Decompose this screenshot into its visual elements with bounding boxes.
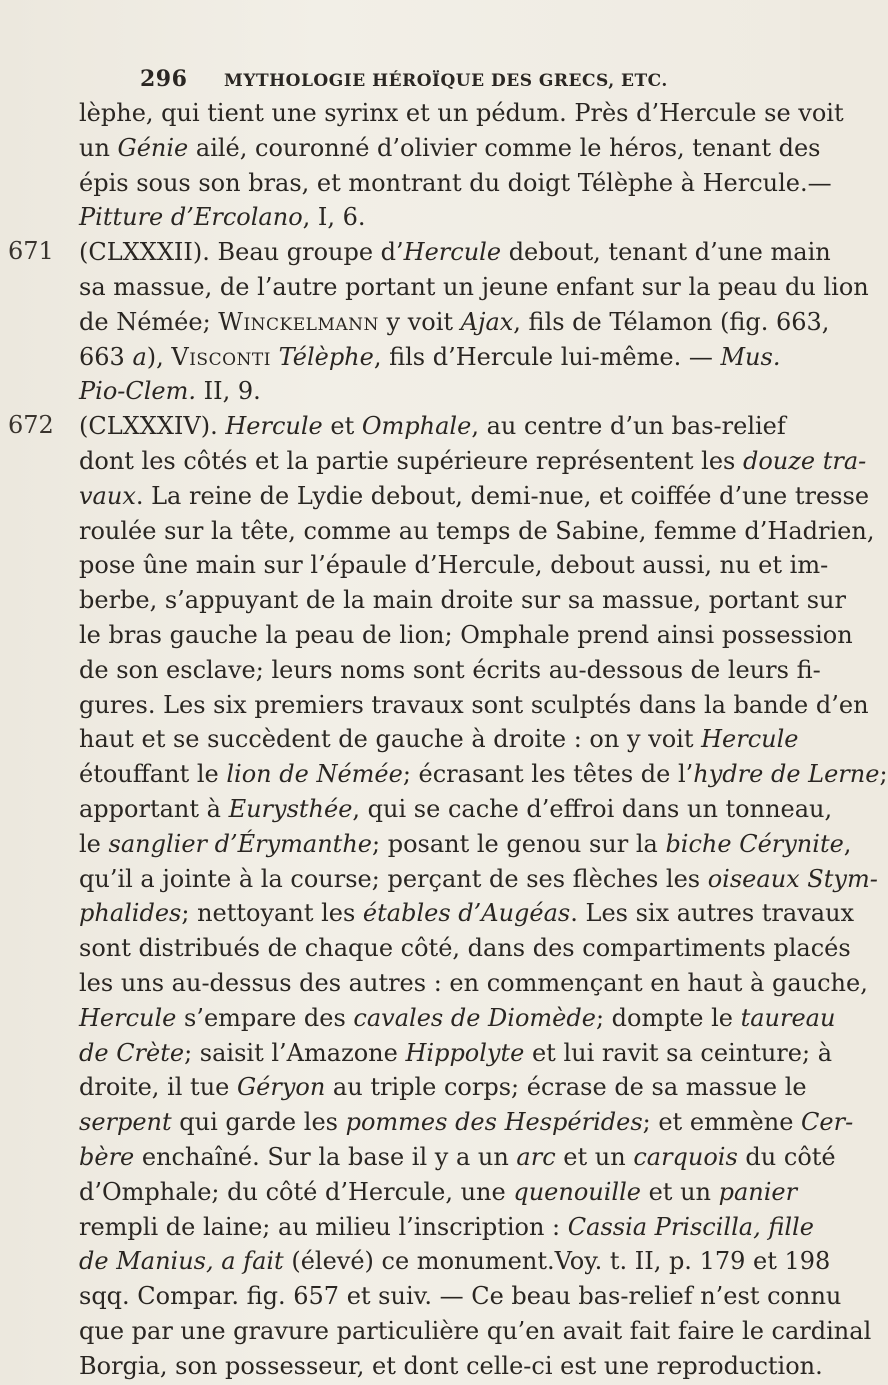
italic-text: Hercule — [225, 412, 323, 441]
text-segment: étouffant le — [79, 760, 227, 789]
italic-text: Omphale — [361, 412, 472, 441]
italic-text: oiseaux Stym- — [707, 864, 878, 893]
italic-text: arc — [516, 1142, 556, 1171]
italic-text: quenouille — [513, 1177, 641, 1206]
text-line — [60, 548, 829, 583]
smallcaps-text: Visconti — [171, 342, 271, 371]
italic-text: pommes des Hespérides — [345, 1108, 643, 1137]
italic-text: Pitture d’Ercolano — [79, 203, 303, 232]
text-segment: sqq. Compar. fig. 657 et suiv. — Ce beau bas-relief n’est connu — [79, 1282, 842, 1311]
text-line — [60, 1105, 854, 1140]
text-segment: ; — [879, 760, 888, 789]
text-segment: ; dompte le — [595, 1003, 741, 1032]
italic-text: douze tra- — [742, 446, 867, 475]
catalog-entry — [60, 235, 869, 409]
text-line — [60, 757, 888, 792]
text-line — [60, 444, 867, 479]
text-segment: gures. Les six premiers travaux sont sculptés dans la bande d’en — [79, 690, 869, 719]
text-segment: , fils de Télamon (fig. 663, — [513, 307, 830, 336]
text-segment: ), — [146, 342, 172, 371]
italic-text: Géryon — [236, 1073, 326, 1102]
text-segment: (CLXXXIV). — [79, 412, 226, 441]
text-segment: de son esclave; leurs noms sont écrits au-dessous de leurs fi- — [79, 655, 821, 684]
text-segment: ; posant le genou sur la — [372, 829, 666, 858]
text-segment: II, 9. — [196, 377, 261, 406]
text-line — [60, 618, 853, 653]
italic-text: Ajax — [460, 307, 514, 336]
italic-text: biche Cérynite — [665, 829, 844, 858]
text-segment: et un — [555, 1142, 634, 1171]
text-segment: . Les six autres travaux — [570, 899, 855, 928]
text-line — [60, 96, 844, 131]
text-line — [60, 931, 851, 966]
text-segment: lèphe, qui tient une syrinx et un pédum. Près d’Hercule se voit — [79, 99, 844, 127]
text-line — [60, 305, 830, 340]
text-segment: et — [322, 412, 362, 441]
text-line — [60, 792, 833, 827]
text-line — [60, 409, 786, 444]
text-line — [60, 235, 831, 270]
italic-text: étables d’Augéas — [362, 899, 571, 928]
text-segment: ; nettoyant les — [181, 899, 363, 928]
italic-text: Cassia Priscilla, fille — [567, 1212, 814, 1241]
text-segment: berbe, s’appuyant de la main droite sur sa massue, portant sur — [79, 586, 846, 615]
text-segment: qui garde les — [171, 1108, 346, 1137]
text-line — [60, 340, 781, 375]
text-segment: sont distribués de chaque côté, dans des compartiments placés — [79, 934, 851, 963]
italic-text: bère — [79, 1142, 135, 1171]
smallcaps-text: Winckelmann — [218, 307, 379, 336]
italic-text: phalides — [79, 899, 182, 928]
text-segment: Borgia, son possesseur, et dont celle-ci est une reproduction. — [79, 1351, 823, 1380]
text-segment: (CLXXXII). Beau groupe d’ — [79, 238, 404, 267]
catalog-entry — [60, 409, 888, 1383]
text-line — [60, 1140, 836, 1175]
italic-text: Pio-Clem. — [79, 377, 197, 406]
text-line — [60, 653, 821, 688]
text-segment: épis sous son bras, et montrant du doigt Télèphe à Hercule.— — [79, 168, 832, 197]
text-segment — [271, 343, 279, 371]
text-line — [60, 200, 765, 235]
text-segment: ; écrasant les têtes de l’ — [402, 760, 694, 789]
text-segment: qu’il a jointe à la course; perçant de ses flèches les — [79, 864, 708, 893]
text-line — [60, 131, 821, 166]
text-line — [60, 514, 875, 549]
text-line — [60, 688, 869, 723]
entry-number: 672 — [8, 411, 54, 440]
text-line — [60, 862, 878, 897]
text-segment: haut et se succèdent de gauche à droite : on y voit — [79, 725, 702, 754]
text-segment: de Némée; — [79, 307, 219, 336]
text-segment: y voit — [378, 307, 461, 336]
text-segment: enchaîné. Sur la base il y a un — [134, 1142, 517, 1171]
italic-text: panier — [718, 1177, 798, 1206]
text-segment: (élevé) ce monument.Voy. t. II, p. 179 et 198 — [283, 1247, 831, 1276]
text-segment: , I, 6. — [302, 203, 366, 232]
text-segment: , au centre d’un bas-relief — [471, 412, 786, 441]
italic-text: Génie — [117, 133, 189, 162]
page-number: 296 — [140, 66, 188, 92]
italic-text: Hippolyte — [405, 1038, 525, 1067]
italic-text: a — [132, 342, 147, 371]
text-line — [60, 1001, 836, 1036]
text-line — [60, 827, 852, 862]
body-text — [60, 96, 888, 1383]
text-segment: que par une gravure particulière qu’en avait fait faire le cardinal — [79, 1316, 872, 1345]
italic-text: Mus. — [720, 342, 781, 371]
text-line — [60, 374, 765, 409]
text-line — [60, 1279, 842, 1314]
running-title: MYTHOLOGIE HÉROÏQUE DES GRECS, ETC. — [224, 71, 668, 91]
text-segment: ; et emmène — [642, 1108, 802, 1137]
italic-text: serpent — [79, 1108, 172, 1137]
italic-text: Hercule — [79, 1003, 177, 1032]
italic-text: de Crète — [79, 1038, 185, 1067]
text-segment: , — [843, 829, 852, 858]
text-segment: au triple corps; écrase de sa massue le — [325, 1073, 807, 1102]
text-segment: sa massue, de l’autre portant un jeune enfant sur la peau du lion — [79, 272, 869, 301]
text-line — [60, 896, 855, 931]
text-line — [60, 1314, 872, 1349]
text-segment: un — [79, 133, 118, 162]
text-line — [60, 270, 869, 305]
text-line — [60, 1070, 807, 1105]
text-segment: rempli de laine; au milieu l’inscription : — [79, 1212, 568, 1241]
italic-text: Hercule — [701, 725, 799, 754]
text-line — [60, 1244, 831, 1279]
page-header — [140, 66, 700, 92]
text-segment: debout, tenant d’une main — [501, 238, 831, 267]
text-line — [60, 722, 799, 757]
text-segment: le bras gauche la peau de lion; Omphale prend ainsi possession — [79, 620, 853, 649]
text-segment: du côté — [737, 1142, 836, 1171]
italic-text: cavales de Diomède — [353, 1003, 596, 1032]
text-segment: les uns au-dessus des autres : en commençant en haut à gauche, — [79, 968, 868, 997]
text-segment: pose ûne main sur l’épaule d’Hercule, debout aussi, nu et im- — [79, 551, 829, 580]
text-segment: dont les côtés et la partie supérieure représentent les — [79, 446, 743, 475]
text-segment: . La reine de Lydie debout, demi-nue, et coiffée d’une tresse — [135, 481, 870, 510]
catalog-entry — [60, 96, 844, 235]
text-segment: , qui se cache d’effroi dans un tonneau, — [352, 794, 833, 823]
text-line — [60, 166, 832, 201]
text-line — [60, 1349, 823, 1384]
text-line — [60, 1036, 833, 1071]
italic-text: carquois — [633, 1142, 738, 1171]
text-segment: s’empare des — [176, 1003, 354, 1032]
italic-text: Cer- — [801, 1108, 854, 1137]
text-line — [60, 966, 868, 1001]
italic-text: Eurysthée — [228, 794, 353, 823]
text-line — [60, 1210, 814, 1245]
italic-text: de Manius, a fait — [79, 1247, 284, 1276]
text-segment: d’Omphale; du côté d’Hercule, une — [79, 1177, 514, 1206]
text-segment: et un — [640, 1177, 719, 1206]
text-segment: et lui ravit sa ceinture; à — [524, 1038, 833, 1067]
italic-text: sanglier d’Érymanthe — [108, 829, 372, 858]
italic-text: Télèphe — [278, 342, 374, 371]
italic-text: taureau — [740, 1003, 836, 1032]
text-segment: le — [79, 829, 109, 858]
text-segment: apportant à — [79, 794, 229, 823]
text-line — [60, 583, 846, 618]
text-segment: 663 — [79, 342, 133, 371]
text-line — [60, 479, 870, 514]
text-segment: ailé, couronné d’olivier comme le héros, tenant des — [188, 133, 821, 162]
entry-number: 671 — [8, 237, 54, 266]
text-line — [60, 1175, 798, 1210]
text-segment: droite, il tue — [79, 1073, 237, 1102]
text-segment: roulée sur la tête, comme au temps de Sabine, femme d’Hadrien, — [79, 516, 875, 545]
italic-text: hydre de Lerne — [693, 760, 880, 789]
italic-text: lion de Némée — [226, 760, 403, 789]
text-segment: , fils d’Hercule lui-même. — — [373, 342, 721, 371]
italic-text: Hercule — [403, 238, 502, 267]
italic-text: vaux — [79, 481, 136, 510]
text-segment: ; saisit l’Amazone — [184, 1038, 406, 1067]
